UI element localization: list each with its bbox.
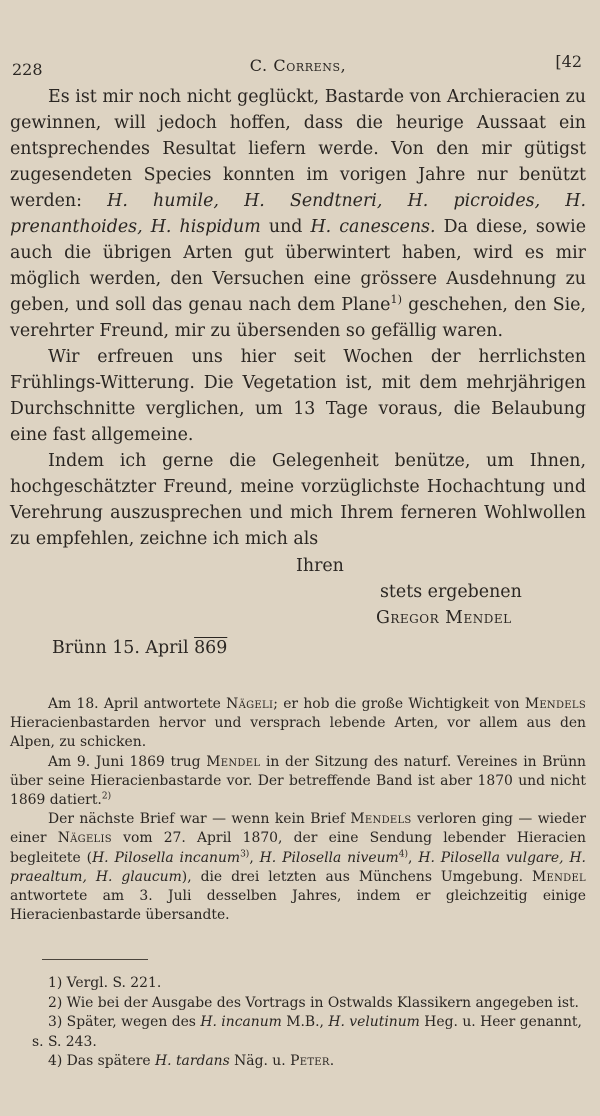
text-run: ,	[249, 849, 260, 866]
letter-paragraph-2: Wir erfreuen uns hier seit Wochen der herrlichsten Frühlings-Witterung. Die Vegetation ist, mit dem mehrjährigen Durchschnitte verglichen, um 13 Tage voraus, die Belaubung eine fast allgemeine.	[10, 347, 586, 445]
species-name: H. Pilosella incanum	[92, 849, 241, 866]
text-run: 4) Das spätere	[48, 1053, 156, 1070]
text-run: 3) Später, wegen des	[48, 1014, 201, 1031]
running-title: C. Correns,	[249, 56, 347, 75]
letter-paragraph-3: Indem ich gerne die Gelegenheit benütze, um Ihnen, hochgeschätzter Freund, meine vorzüglichste Hochachtung und Verehrung auszusprechen und mich Ihrem ferneren Wohlwollen zu empfehlen, zeichne ich mich als	[10, 451, 586, 549]
signature: Gregor Mendel	[376, 608, 512, 628]
footnotes	[10, 974, 586, 1072]
species-names: H. humile, H. Sendtneri, H. picroides, H. prenanthoides, H. hispidum	[10, 191, 586, 237]
footnote-ref: 1)	[390, 293, 403, 307]
text-run: in der Sitzung des naturf. Vereines in Brünn über seine Hieracienbastarde vor. Der betreffende Band ist aber 1870 und nicht 1869 datiert.	[10, 753, 586, 809]
person-name: Peter	[290, 1053, 330, 1070]
species-name: H. incanum	[200, 1014, 282, 1031]
commentary-paragraph-2	[10, 753, 586, 811]
date-place: Brünn 15. April	[52, 638, 195, 658]
person-name: Nägeli	[226, 696, 274, 712]
closing-ergebenen: stets ergebenen	[380, 582, 522, 602]
letter-body	[10, 84, 586, 552]
species-name: H. canescens.	[310, 217, 436, 237]
commentary-paragraph-1	[10, 695, 586, 753]
text-run: ,	[408, 849, 419, 866]
bracket-number: [42	[555, 52, 582, 71]
person-name: Mendels	[350, 811, 412, 828]
text-run: .	[329, 1053, 335, 1070]
footnote-ref: 4)	[398, 849, 408, 859]
footnote-ref: 2)	[101, 791, 112, 802]
species-names: H. Pilosella vulgare, H. praealtum, H. glaucum	[10, 849, 586, 885]
text-run: Da diese, sowie auch die übrigen Arten gut überwintert haben, wird es mir möglich werden, den Versuchen eine grössere Ausdehnung zu geben, und soll das genau nach dem Plane	[10, 217, 586, 315]
footnote-3	[10, 1013, 586, 1052]
text-run: M.B.,	[281, 1014, 329, 1031]
text-run: vom 27. April 1870, der eine Sendung lebender Hieracien begleitete (	[10, 830, 586, 866]
text-run: Am 9. Juni 1869 trug	[48, 753, 207, 770]
person-name: Mendel	[531, 868, 586, 885]
footnote-4	[10, 1052, 586, 1072]
footnote-divider	[42, 959, 148, 960]
footnote-2: 2) Wie bei der Ausgabe des Vortrags in Ostwalds Klassikern angegeben ist.	[48, 994, 579, 1011]
section-gap	[10, 661, 586, 695]
text-run: Näg. u.	[229, 1053, 291, 1070]
person-name: Mendels	[524, 696, 586, 712]
species-name: H. Pilosella niveum	[259, 849, 399, 866]
species-name: H. tardans	[155, 1053, 230, 1070]
date-line	[10, 635, 586, 661]
text-run: ; er hob die große Wichtigkeit von	[273, 696, 525, 712]
species-name: H. velutinum	[328, 1014, 420, 1031]
footnote-1: 1) Vergl. S. 221.	[48, 975, 162, 992]
page-header	[10, 0, 586, 84]
letter-paragraph-1	[10, 84, 586, 344]
text-run: Heg. u. Heer genannt, s. S. 243.	[32, 1014, 582, 1050]
text-run: geschehen, den Sie, verehrter Freund, mir zu übersenden so gefällig waren.	[10, 295, 586, 341]
person-name: Mendel	[206, 753, 261, 770]
text-run: verloren ging — wieder einer	[10, 811, 586, 847]
text-run: Es ist mir noch nicht geglückt, Bastarde von Archieracien zu gewinnen, will jedoch hoffen, dass die heurige Aussaat ein entsprechendes Resultat liefern werde. Von den mir gütigst zugesendeten Species konnten im vorigen Jahre nur benützt werden:	[10, 87, 586, 211]
text-run: ), die drei letzten aus Münchens Umgebung.	[181, 868, 532, 885]
text-run: Der nächste Brief war — wenn kein Brief	[48, 811, 351, 828]
closing-ihren: Ihren	[296, 556, 344, 576]
text-run: Hieracienbastarden hervor und versprach lebende Arten, vor allem aus den Alpen, zu schicken.	[10, 715, 586, 751]
commentary	[10, 695, 586, 925]
date-year: 869	[194, 638, 228, 658]
page-number: 228	[12, 60, 43, 79]
text-run: Am 18. April antwortete	[48, 696, 227, 712]
commentary-paragraph-3	[10, 810, 586, 925]
footnote-ref: 3)	[240, 849, 250, 859]
text-run: und	[260, 217, 311, 237]
text-run: antwortete am 3. Juli desselben Jahres, indem er gleichzeitig einige Hieracienbastarde übersandte.	[10, 888, 586, 924]
person-name: Nägelis	[57, 830, 112, 847]
